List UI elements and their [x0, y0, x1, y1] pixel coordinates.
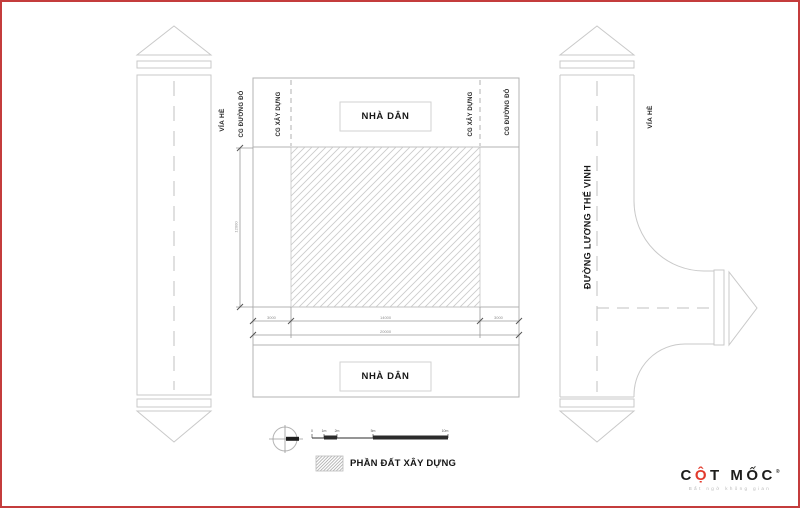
- brand-logo-text: [666, 468, 794, 483]
- scale-bar: [312, 434, 448, 440]
- scale-tick-1m: 1m: [321, 429, 327, 433]
- left-road-arrow-up: [137, 26, 211, 55]
- dimension-right-offset: 3000: [494, 315, 503, 320]
- right-road-arrow-right: [729, 272, 757, 345]
- street-name-label: ĐƯỜNG LƯƠNG THẾ VINH: [582, 164, 593, 290]
- neighbor-house-top: NHÀ DÂN: [361, 111, 410, 122]
- right-sidewalk-label: VỈA HÈ: [646, 105, 654, 129]
- construction-area-hatch: [291, 147, 480, 307]
- left-road: [137, 26, 211, 442]
- neighbor-house-bottom: NHÀ DÂN: [361, 371, 410, 382]
- legend-label: PHẦN ĐẤT XÂY DỰNG: [350, 458, 457, 469]
- right-road-arrow-down: [560, 411, 634, 442]
- logo-part2: T MỐC: [710, 467, 776, 484]
- registered-mark: ®: [775, 469, 780, 475]
- legend-hatch-swatch: [316, 456, 343, 471]
- scale-tick-0: 0: [311, 429, 313, 433]
- left-sidewalk-label: VỈA HÈ: [218, 108, 226, 132]
- dimension-build-depth: 12000: [233, 221, 239, 233]
- scale-tick-10m: 10m: [441, 429, 449, 433]
- red-line-label-right: CG ĐƯỜNG ĐỎ: [505, 88, 511, 136]
- logo-part1: C: [680, 467, 695, 484]
- right-road-arrow-up: [560, 26, 634, 55]
- brand-logo: [666, 468, 794, 491]
- compass-icon: [269, 425, 303, 453]
- logo-accent-char: Ộ: [694, 467, 710, 484]
- site-plan-linework: [2, 2, 800, 508]
- scale-tick-2m: 2m: [334, 429, 340, 433]
- dimension-build-width: 14000: [380, 315, 392, 320]
- dimension-left-offset: 3000: [267, 315, 276, 320]
- red-line-label-left: CG ĐƯỜNG ĐỎ: [239, 90, 245, 138]
- dimension-total-width: 20000: [380, 329, 392, 334]
- brand-tagline: Bất ngờ không gian: [688, 486, 772, 491]
- build-line-label-right: CG XÂY DỰNG: [468, 91, 474, 137]
- left-road-arrow-down: [137, 411, 211, 442]
- scale-tick-5m: 5m: [370, 429, 376, 433]
- build-line-label-left: CG XÂY DỰNG: [276, 91, 282, 137]
